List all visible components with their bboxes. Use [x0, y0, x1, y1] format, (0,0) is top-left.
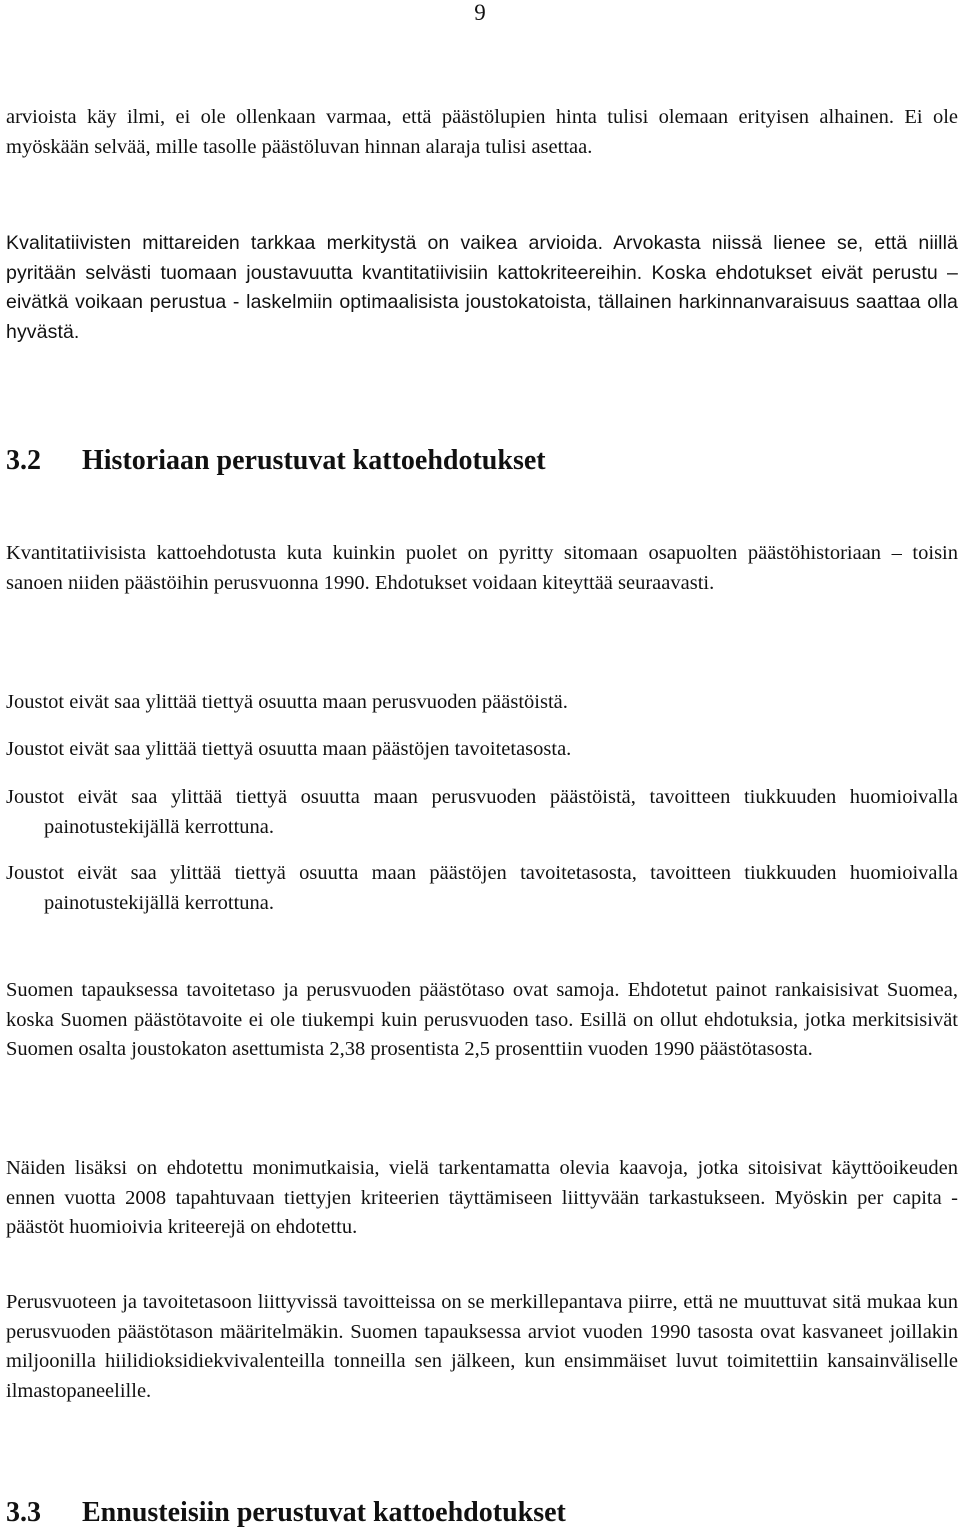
- section-heading-3-2: [6, 443, 546, 479]
- paragraph-qualitative-metrics: [6, 229, 958, 347]
- section-title: Historiaan perustuvat kattoehdotukset: [82, 445, 546, 476]
- paragraph-text: Näiden lisäksi on ehdotettu monimutkaisia, vielä tarkentamatta olevia kaavoja, jotka sitoisivat käyttöoikeuden ennen vuotta 2008 tapahtuvaan tiettyjen kriteerien täyttämiseen liittyvään tarkastukseen. Myöskin per capita -päästöt huomioivia kriteerejä on ehdotettu.: [6, 1157, 958, 1238]
- paragraph-baseline-changes: [6, 1288, 958, 1406]
- list-item: [6, 783, 958, 842]
- section-heading-3-3: [6, 1495, 566, 1531]
- paragraph-section-intro: [6, 539, 958, 598]
- paragraph-text: Perusvuoteen ja tavoitetasoon liittyvissä tavoitteissa on se merkillepantava piirre, että ne muuttuvat sitä mukaa kun perusvuoden päästötason määritelmäkin. Suomen tapauksessa arviot vuoden 1990 tasosta ovat kasvaneet joillakin miljoonilla hiilidioksidiekvivalenteilla tonneilla sen jälkeen, kun ensimmäiset luvut toimitettiin kansainväliselle ilmastopaneelille.: [6, 1291, 958, 1402]
- paragraph-price-uncertainty: [6, 103, 958, 162]
- list-item-text: Joustot eivät saa ylittää tiettyä osuutta maan perusvuoden päästöistä.: [6, 691, 568, 713]
- list-item: [6, 859, 958, 918]
- list-item: [6, 688, 958, 718]
- section-title: Ennusteisiin perustuvat kattoehdotukset: [82, 1497, 566, 1528]
- list-item-text: Joustot eivät saa ylittää tiettyä osuutta maan perusvuoden päästöistä, tavoitteen tiukkuuden huomioivalla painotustekijällä kerrottuna.: [6, 786, 958, 838]
- paragraph-complex-formulas: [6, 1154, 958, 1243]
- section-number: 3.3: [6, 1497, 41, 1528]
- paragraph-text: Kvantitatiivisista kattoehdotusta kuta kuinkin puolet on pyritty sitomaan osapuolten päästöhistoriaan – toisin sanoen niiden päästöihin perusvuonna 1990. Ehdotukset voidaan kiteyttää seuraavasti.: [6, 542, 958, 594]
- paragraph-finland-weights: [6, 976, 958, 1065]
- paragraph-text: arvioista käy ilmi, ei ole ollenkaan varmaa, että päästölupien hinta tulisi olemaan erityisen alhainen. Ei ole myöskään selvää, mille tasolle päästöluvan hinnan alaraja tulisi asettaa.: [6, 106, 958, 158]
- list-item-text: Joustot eivät saa ylittää tiettyä osuutta maan päästöjen tavoitetasosta, tavoitteen tiukkuuden huomioivalla painotustekijällä kerrottuna.: [6, 862, 958, 914]
- section-number: 3.2: [6, 445, 41, 476]
- page-number: 9: [474, 0, 486, 25]
- list-item-text: Joustot eivät saa ylittää tiettyä osuutta maan päästöjen tavoitetasosta.: [6, 738, 572, 760]
- list-item: [6, 735, 958, 765]
- paragraph-text: Kvalitatiivisten mittareiden tarkkaa merkitystä on vaikea arvioida. Arvokasta niissä lienee se, että niillä pyritään selvästi tuomaan joustavuutta kvantitatiivisiin kattokriteereihin. Koska ehdotukset eivät perustu – eivätkä voikaan perustua - laskelmiin optimaalisista joustokatoista, tällainen harkinnanvaraisuus saattaa olla hyvästä.: [6, 232, 958, 343]
- paragraph-text: Suomen tapauksessa tavoitetaso ja perusvuoden päästötaso ovat samoja. Ehdotetut painot rankaisisivat Suomea, koska Suomen päästötavoite ei ole tiukempi kuin perusvuoden taso. Esillä on ollut ehdotuksia, jotka merkitsisivät Suomen osalta joustokaton asettumista 2,38 prosentista 2,5 prosenttiin vuoden 1990 päästötasosta.: [6, 979, 958, 1060]
